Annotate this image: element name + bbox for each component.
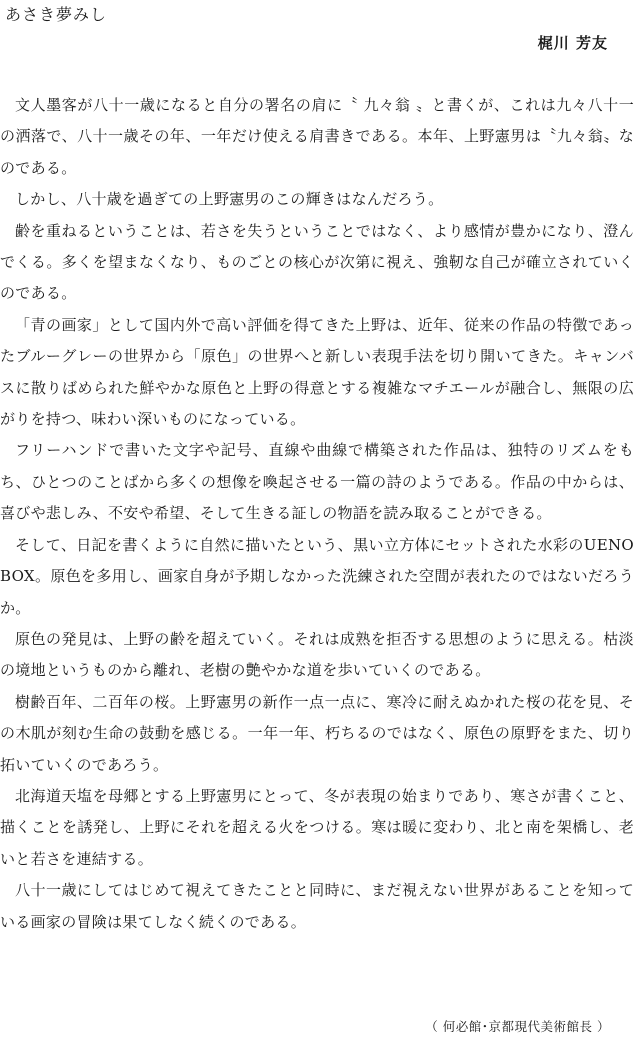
paragraph: 文人墨客が八十一歳になると自分の署名の肩に〝 九々翁 〟と書くが、これは九々八十一の洒落で、八十一歳その年、一年だけ使える肩書きである。本年、上野憲男は〝九々翁〟なのである。 [0,96,634,177]
paragraph: 「青の画家」として国内外で高い評価を得てきた上野は、近年、従来の作品の特徴であったブルーグレーの世界から「原色」の世界へと新しい表現手法を切り開いてきた。キャンバスに散りばめられた鮮やかな原色と上野の得意とする複雑なマチエールが融合し、無限の広がりを持つ、味わい深いものになっている。 [0,315,634,429]
paragraph: 北海道天塩を母郷とする上野憲男にとって、冬が表現の始まりであり、寒さが書くこと、描くことを誘発し、上野にそれを超える火をつける。寒は暖に変わり、北と南を架橋し、老いと若さを連結する。 [0,786,634,868]
paragraph: しかし、八十歳を過ぎての上野憲男のこの輝きはなんだろう。 [15,190,444,209]
paragraph: そして、日記を書くように自然に描いたという、黒い立方体にセットされた水彩のUENO BOX。原色を多用し、画家自身が予期しなかった洗練された空間が表れたのではないだろうか。 [0,535,634,617]
paragraph: 齢を重ねるということは、若さを失うということではなく、より感情が豊かになり、澄んでくる。多くを望まなくなり、ものごとの核心が次第に視え、強靭な自己が確立されていくのである。 [0,221,634,303]
paragraph: フリーハンドで書いた文字や記号、直線や曲線で構築された作品は、独特のリズムをもち、ひとつのことばから多くの想像を喚起させる一篇の詩のようである。作品の中からは、喜びや悲しみ、不安や希望、そして生きる証しの物語を読み取ることができる。 [0,441,634,523]
essay-body [0,90,634,938]
essay-title: あさき夢みし [5,5,108,24]
author-name: 梶川 芳友 [537,34,608,52]
author-credit: （ 何必館･京都現代美術館長 ） [425,1019,610,1034]
paragraph: 樹齢百年、二百年の桜。上野憲男の新作一点一点に、寒冷に耐えぬかれた桜の花を見、その木肌が刻む生命の鼓動を感じる。一年一年、朽ちるのではなく、原色の原野をまた、切り拓いていくのであろう。 [0,692,634,774]
paragraph: 八十一歳にしてはじめて視えてきたことと同時に、まだ視えない世界があることを知っている画家の冒険は果てしなく続くのである。 [0,881,634,931]
paragraph: 原色の発見は、上野の齢を超えていく。それは成熟を拒否する思想のように思える。枯淡の境地というものから離れ、老樹の艶やかな道を歩いていくのである。 [0,629,634,680]
